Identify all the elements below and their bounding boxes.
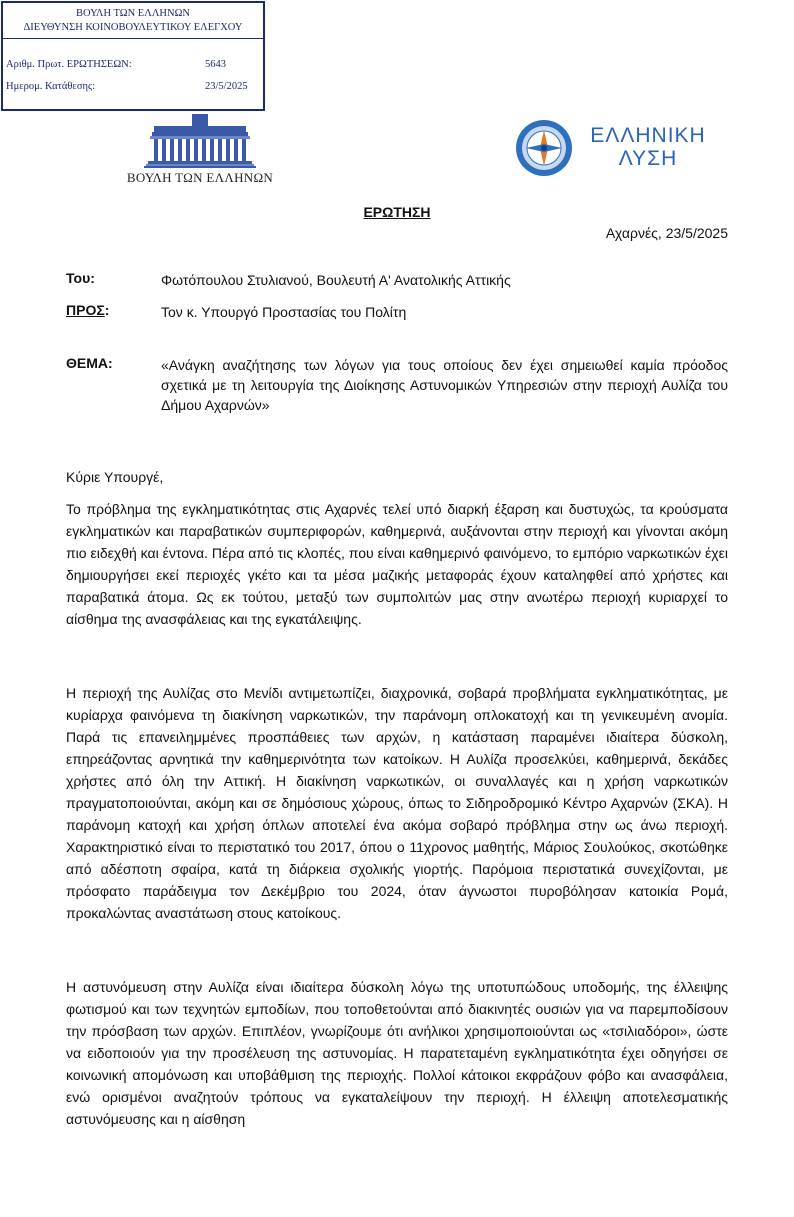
parliament-columns — [154, 139, 246, 161]
to-label: ΠΡΟΣ — [66, 302, 105, 318]
stamp-org: ΒΟΥΛΗ ΤΩΝ ΕΛΛΗΝΩΝ — [76, 8, 190, 19]
stamp-date-label: Ημερομ. Κατάθεσης: — [6, 81, 96, 92]
salutation: Κύριε Υπουργέ, — [66, 469, 164, 485]
filing-stamp — [1, 1, 265, 111]
stamp-header — [3, 3, 263, 39]
stamp-date-value: 23/5/2025 — [205, 81, 248, 92]
paragraph-1 — [66, 498, 728, 630]
to-label-wrap — [66, 302, 109, 318]
paragraph-text: Η περιοχή της Αυλίζας στο Μενίδι αντιμετωπίζει, διαχρονικά, σοβαρά προβλήματα εγκληματικότητας, με κυρίαρχα φαινόμενα τη διακίνηση ναρκωτικών, την παράνομη οπλοκατοχή και τη γενικευμένη ανομία. Παρά τις επανειλημμένες προσπάθειες των αρχών, η κατάσταση παραμένει ιδιαίτερα δύσκολη, επηρεάζοντας αρνητικά την καθημερινότητα των κατοίκων. Η Αυλίζα προσελκύει, καθημερινά, δεκάδες χρήστες από όλη την Αττική. Η διακίνηση ναρκωτικών, οι συναλλαγές και η χρήση ναρκωτικών πραγματοποιούνται, ακόμη και σε δημόσιους χώρους, όπως το Σιδηροδρομικό Κέντρο Αχαρνών (ΣΚΑ). Η παράνομη κατοχή και χρήση όπλων αποτελεί ένα ακόμα σοβαρό πρόβλημα στην ως άνω περιοχή. Χαρακτηριστικό είναι το περιστατικό του 2017, όπου ο 11χρονος μαθητής, Μάριος Σουλούκος, σκοτώθηκε από αδέσποτη σφαίρα, κατά τη διάρκεια σχολικής γιορτής. Παρόμοια περιστατικά συνεχίζονται, με πρόσφατο παράδειγμα τον Δεκέμβριο του 2024, όταν άγνωστοι πυροβόλησαν κατοικία Ρομά, προκαλώντας αναστάτωση στους κατοίκους. — [66, 685, 728, 921]
from-value: Φωτόπουλου Στυλιανού, Βουλευτή Α' Ανατολικής Αττικής — [161, 272, 511, 288]
to-colon: : — [104, 302, 110, 318]
stamp-department: ΔΙΕΥΘΥΝΣΗ ΚΟΙΝΟΒΟΥΛΕΥΤΙΚΟΥ ΕΛΕΓΧΟΥ — [23, 22, 243, 33]
stamp-date-row — [6, 81, 248, 92]
compass-logo-icon — [514, 118, 574, 178]
subject-label: ΘΕΜΑ: — [66, 355, 113, 371]
party-name — [578, 124, 718, 170]
parliament-flag — [192, 114, 208, 126]
stamp-protocol-row — [6, 59, 226, 70]
from-label: Του: — [66, 270, 95, 286]
paragraph-text: Το πρόβλημα της εγκληματικότητας στις Αχαρνές τελεί υπό διαρκή έξαρση και δυστυχώς, τα κρούσματα εγκληματικών και παραβατικών συμπεριφορών, καθημερινά, αυξάνονται στην περιοχή και γίνονται ακόμη πιο ειδεχθή και έντονα. Πέρα από τις κλοπές, που είναι καθημερινό φαινόμενο, το εμπόριο ναρκωτικών έχει δημιουργήσει εκεί περιοχές γκέτο και τα μέσα μαζικής μεταφοράς έχουν καταληφθεί από χρήστες και παραβατικά άτομα. Ως εκ τούτου, μεταξύ των συμπολιτών μας στην ανωτέρω περιοχή κυριαρχεί το αίσθημα της ανασφάλειας και της εγκατάλειψης. — [66, 501, 728, 627]
place-date: Αχαρνές, 23/5/2025 — [605, 225, 728, 241]
party-name-line2: ΛΥΣΗ — [618, 147, 678, 170]
paragraph-3 — [66, 976, 728, 1130]
stamp-protocol-value: 5643 — [205, 59, 226, 70]
paragraph-text: Η αστυνόμευση στην Αυλίζα είναι ιδιαίτερα δύσκολη λόγω της υποτυπώδους υποδομής, της έλλειψης φωτισμού και των τεχνητών εμποδίων, που τοποθετούνται από διακινητές ουσιών για να παρεμποδίσουν την πρόσβαση των αρχών. Επιπλέον, γνωρίζουμε ότι ανήλικοι χρησιμοποιούνται ως «τσιλιαδόροι», ώστε να ειδοποιούν για την προσέλευση της αστυνομίας. Η παρατεταμένη εγκληματικότητα έχει οδηγήσει σε κοινωνική απομόνωση και υποβάθμιση της περιοχής. Πολλοί κάτοικοι εκφράζουν φόβο και ανασφάλεια, ενώ ορισμένοι αναζητούν τρόπους να εγκαταλείψουν την περιοχή. Η έλλειψη αποτελεσματικής αστυνόμευσης και η αίσθηση — [66, 979, 728, 1127]
stamp-protocol-label: Αριθμ. Πρωτ. ΕΡΩΤΗΣΕΩΝ: — [6, 59, 132, 70]
parliament-caption: ΒΟΥΛΗ ΤΩΝ ΕΛΛΗΝΩΝ — [126, 170, 274, 185]
to-value: Τον κ. Υπουργό Προστασίας του Πολίτη — [161, 304, 407, 320]
subject-value: «Ανάγκη αναζήτησης των λόγων για τους οποίους δεν έχει σημειωθεί καμία πρόοδος σχετικά με τη λειτουργία της Διοίκησης Αστυνομικών Υπηρεσιών στην περιοχή Αυλίζα του Δήμου Αχαρνών» — [161, 357, 728, 413]
document-title: ΕΡΩΤΗΣΗ — [363, 204, 431, 220]
party-name-line1: ΕΛΛΗΝΙΚΗ — [590, 124, 706, 147]
paragraph-2 — [66, 682, 728, 924]
